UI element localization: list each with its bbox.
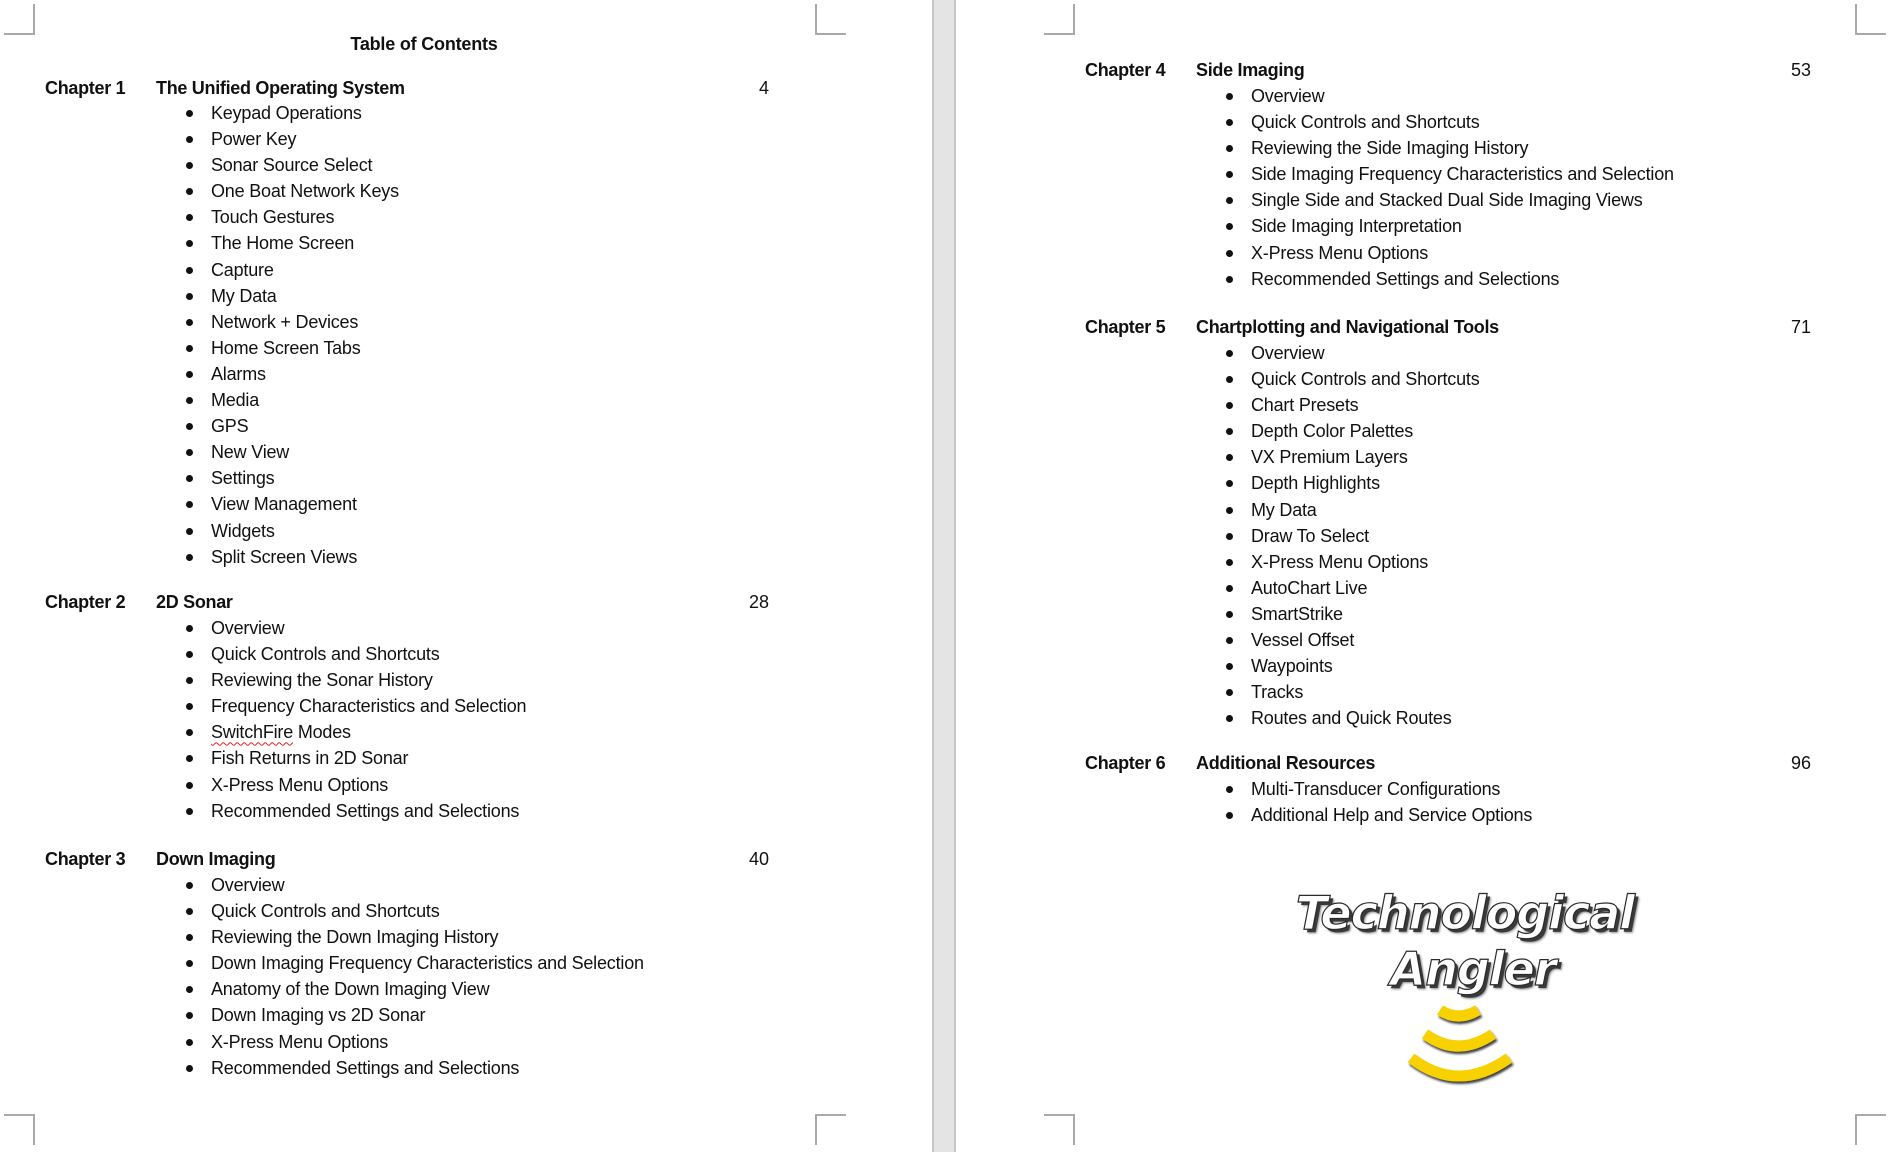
bullet-icon: [186, 755, 193, 762]
chapter-page-number: 96: [1790, 753, 1811, 773]
bullet-icon: [186, 528, 193, 535]
list-item[interactable]: Waypoints: [1226, 653, 1480, 679]
logo-text-line-2: Angler: [1390, 942, 1556, 996]
bullet-icon: [186, 934, 193, 941]
toc-chapter-2[interactable]: [45, 590, 769, 614]
bullet-icon: [186, 1012, 193, 1019]
bullet-icon: [186, 371, 193, 378]
list-item[interactable]: Quick Controls and Shortcuts: [186, 641, 526, 667]
bullet-icon: [1226, 93, 1233, 100]
bullet-icon: [186, 651, 193, 658]
list-item[interactable]: SwitchFire Modes: [186, 719, 526, 745]
crop-mark-top-right: [1855, 4, 1886, 35]
list-item[interactable]: Touch Gestures: [186, 204, 399, 230]
list-item[interactable]: X-Press Menu Options: [1226, 240, 1674, 266]
list-item[interactable]: Quick Controls and Shortcuts: [1226, 109, 1674, 135]
list-item[interactable]: One Boat Network Keys: [186, 178, 399, 204]
bullet-icon: [1226, 119, 1233, 126]
list-item[interactable]: Reviewing the Side Imaging History: [1226, 135, 1674, 161]
chapter-title: The Unified Operating System: [156, 78, 405, 98]
list-item[interactable]: X-Press Menu Options: [186, 772, 526, 798]
list-item[interactable]: X-Press Menu Options: [1226, 549, 1480, 575]
list-item[interactable]: My Data: [186, 283, 399, 309]
toc-chapter-6[interactable]: [1085, 751, 1811, 775]
bullet-icon: [1226, 276, 1233, 283]
chapter-6-items: [1226, 776, 1532, 828]
crop-mark-top-right: [815, 4, 846, 35]
bullet-icon: [186, 423, 193, 430]
list-item[interactable]: Multi-Transducer Configurations: [1226, 776, 1532, 802]
bullet-icon: [1226, 480, 1233, 487]
list-item[interactable]: Quick Controls and Shortcuts: [1226, 366, 1480, 392]
bullet-icon: [186, 240, 193, 247]
list-item[interactable]: Side Imaging Frequency Characteristics and Selection: [1226, 161, 1674, 187]
list-item[interactable]: Recommended Settings and Selections: [186, 798, 526, 824]
bullet-icon: [1226, 507, 1233, 514]
list-item[interactable]: Network + Devices: [186, 309, 399, 335]
bullet-icon: [186, 554, 193, 561]
list-item[interactable]: Alarms: [186, 361, 399, 387]
chapter-title: Down Imaging: [156, 849, 276, 869]
bullet-icon: [186, 677, 193, 684]
crop-mark-top-left: [4, 4, 35, 35]
spelling-error-word[interactable]: SwitchFire: [211, 722, 294, 743]
chapter-label: Chapter 3: [45, 849, 126, 869]
chapter-page-number: 4: [758, 78, 769, 98]
chapter-label: Chapter 5: [1085, 317, 1166, 337]
bullet-icon: [1226, 533, 1233, 540]
list-item[interactable]: Depth Highlights: [1226, 470, 1480, 496]
list-item[interactable]: My Data: [1226, 497, 1480, 523]
toc-chapter-3[interactable]: [45, 847, 769, 871]
bullet-icon: [186, 162, 193, 169]
list-item[interactable]: Reviewing the Down Imaging History: [186, 924, 644, 950]
list-item[interactable]: Draw To Select: [1226, 523, 1480, 549]
list-item[interactable]: Down Imaging vs 2D Sonar: [186, 1002, 644, 1028]
list-item[interactable]: Depth Color Palettes: [1226, 418, 1480, 444]
crop-mark-top-left: [1044, 4, 1075, 35]
chapter-title: Additional Resources: [1196, 753, 1376, 773]
bullet-icon: [1226, 559, 1233, 566]
technological-angler-logo: [1290, 880, 1640, 1100]
list-item[interactable]: VX Premium Layers: [1226, 444, 1480, 470]
toc-title: Table of Contents: [350, 34, 498, 54]
chapter-label: Chapter 6: [1085, 753, 1166, 773]
list-item[interactable]: Sonar Source Select: [186, 152, 399, 178]
chapter-title: Chartplotting and Navigational Tools: [1196, 317, 1499, 337]
bullet-icon: [1226, 145, 1233, 152]
list-item[interactable]: Fish Returns in 2D Sonar: [186, 745, 526, 771]
bullet-icon: [186, 319, 193, 326]
bullet-icon: [1226, 585, 1233, 592]
page-left: [0, 0, 932, 1152]
toc-chapter-1[interactable]: [45, 76, 769, 100]
crop-mark-bottom-left: [1044, 1114, 1075, 1145]
bullet-icon: [186, 188, 193, 195]
bullet-icon: [186, 729, 193, 736]
chapter-2-items: [186, 615, 526, 824]
chapter-page-number: 40: [748, 849, 769, 869]
bullet-icon: [186, 808, 193, 815]
list-item[interactable]: Routes and Quick Routes: [1226, 705, 1480, 731]
chapter-page-number: 71: [1790, 317, 1811, 337]
bullet-icon: [186, 293, 193, 300]
toc-chapter-5[interactable]: [1085, 315, 1811, 339]
list-item[interactable]: New View: [186, 439, 399, 465]
list-item[interactable]: Settings: [186, 465, 399, 491]
chapter-1-items: [186, 100, 399, 570]
list-item[interactable]: Media: [186, 387, 399, 413]
chapter-title: Side Imaging: [1196, 60, 1305, 80]
chapter-3-items: [186, 872, 644, 1081]
chapter-label: Chapter 1: [45, 78, 126, 98]
crop-mark-bottom-left: [4, 1114, 35, 1145]
bullet-icon: [1226, 689, 1233, 696]
chapter-label: Chapter 4: [1085, 60, 1166, 80]
list-item[interactable]: Vessel Offset: [1226, 627, 1480, 653]
bullet-icon: [1226, 223, 1233, 230]
list-item[interactable]: Capture: [186, 257, 399, 283]
bullet-icon: [186, 475, 193, 482]
list-item[interactable]: Power Key: [186, 126, 399, 152]
bullet-icon: [1226, 350, 1233, 357]
bullet-icon: [186, 625, 193, 632]
bullet-icon: [186, 703, 193, 710]
bullet-icon: [186, 908, 193, 915]
chapter-5-items: [1226, 340, 1480, 731]
list-item[interactable]: Single Side and Stacked Dual Side Imaging Views: [1226, 187, 1674, 213]
bullet-icon: [1226, 454, 1233, 461]
chapter-title: 2D Sonar: [156, 592, 233, 612]
toc-chapter-4[interactable]: [1085, 58, 1811, 82]
logo-text-line-1: Technological: [1295, 886, 1635, 940]
crop-mark-bottom-right: [1855, 1114, 1886, 1145]
list-item[interactable]: AutoChart Live: [1226, 575, 1480, 601]
bullet-icon: [1226, 812, 1233, 819]
bullet-icon: [186, 960, 193, 967]
bullet-icon: [1226, 428, 1233, 435]
bullet-icon: [186, 1039, 193, 1046]
list-item[interactable]: Anatomy of the Down Imaging View: [186, 976, 644, 1002]
list-item[interactable]: Additional Help and Service Options: [1226, 802, 1532, 828]
crop-mark-bottom-right: [815, 1114, 846, 1145]
bullet-icon: [186, 1065, 193, 1072]
bullet-icon: [1226, 197, 1233, 204]
bullet-icon: [1226, 376, 1233, 383]
sonar-waves-icon: [1400, 1002, 1520, 1098]
list-item[interactable]: Down Imaging Frequency Characteristics and Selection: [186, 950, 644, 976]
bullet-icon: [1226, 663, 1233, 670]
bullet-icon: [186, 136, 193, 143]
list-item[interactable]: Split Screen Views: [186, 544, 399, 570]
list-item[interactable]: Overview: [1226, 83, 1674, 109]
list-item[interactable]: Recommended Settings and Selections: [1226, 266, 1674, 292]
bullet-icon: [1226, 715, 1233, 722]
chapter-page-number: 28: [748, 592, 769, 612]
list-item[interactable]: Overview: [186, 615, 526, 641]
bullet-icon: [186, 110, 193, 117]
list-item[interactable]: Side Imaging Interpretation: [1226, 213, 1674, 239]
list-item[interactable]: View Management: [186, 491, 399, 517]
bullet-icon: [1226, 250, 1233, 257]
list-item[interactable]: Reviewing the Sonar History: [186, 667, 526, 693]
bullet-icon: [186, 397, 193, 404]
bullet-icon: [186, 501, 193, 508]
list-item[interactable]: Recommended Settings and Selections: [186, 1055, 644, 1081]
chapter-label: Chapter 2: [45, 592, 126, 612]
list-item[interactable]: SmartStrike: [1226, 601, 1480, 627]
list-item[interactable]: GPS: [186, 413, 399, 439]
bullet-icon: [1226, 611, 1233, 618]
list-item[interactable]: Widgets: [186, 518, 399, 544]
list-item[interactable]: Overview: [1226, 340, 1480, 366]
chapter-page-number: 53: [1790, 60, 1811, 80]
bullet-icon: [1226, 637, 1233, 644]
bullet-icon: [186, 882, 193, 889]
chapter-4-items: [1226, 83, 1674, 292]
bullet-icon: [186, 267, 193, 274]
list-item[interactable]: Tracks: [1226, 679, 1480, 705]
list-item[interactable]: Quick Controls and Shortcuts: [186, 898, 644, 924]
page-gutter: [932, 0, 956, 1152]
list-item[interactable]: Frequency Characteristics and Selection: [186, 693, 526, 719]
bullet-icon: [1226, 786, 1233, 793]
bullet-icon: [1226, 402, 1233, 409]
bullet-icon: [1226, 171, 1233, 178]
bullet-icon: [186, 782, 193, 789]
list-item[interactable]: Keypad Operations: [186, 100, 399, 126]
list-item[interactable]: X-Press Menu Options: [186, 1029, 644, 1055]
list-item[interactable]: Chart Presets: [1226, 392, 1480, 418]
list-item[interactable]: The Home Screen: [186, 230, 399, 256]
list-item[interactable]: Home Screen Tabs: [186, 335, 399, 361]
bullet-icon: [186, 345, 193, 352]
bullet-icon: [186, 449, 193, 456]
list-item[interactable]: Overview: [186, 872, 644, 898]
bullet-icon: [186, 986, 193, 993]
bullet-icon: [186, 214, 193, 221]
